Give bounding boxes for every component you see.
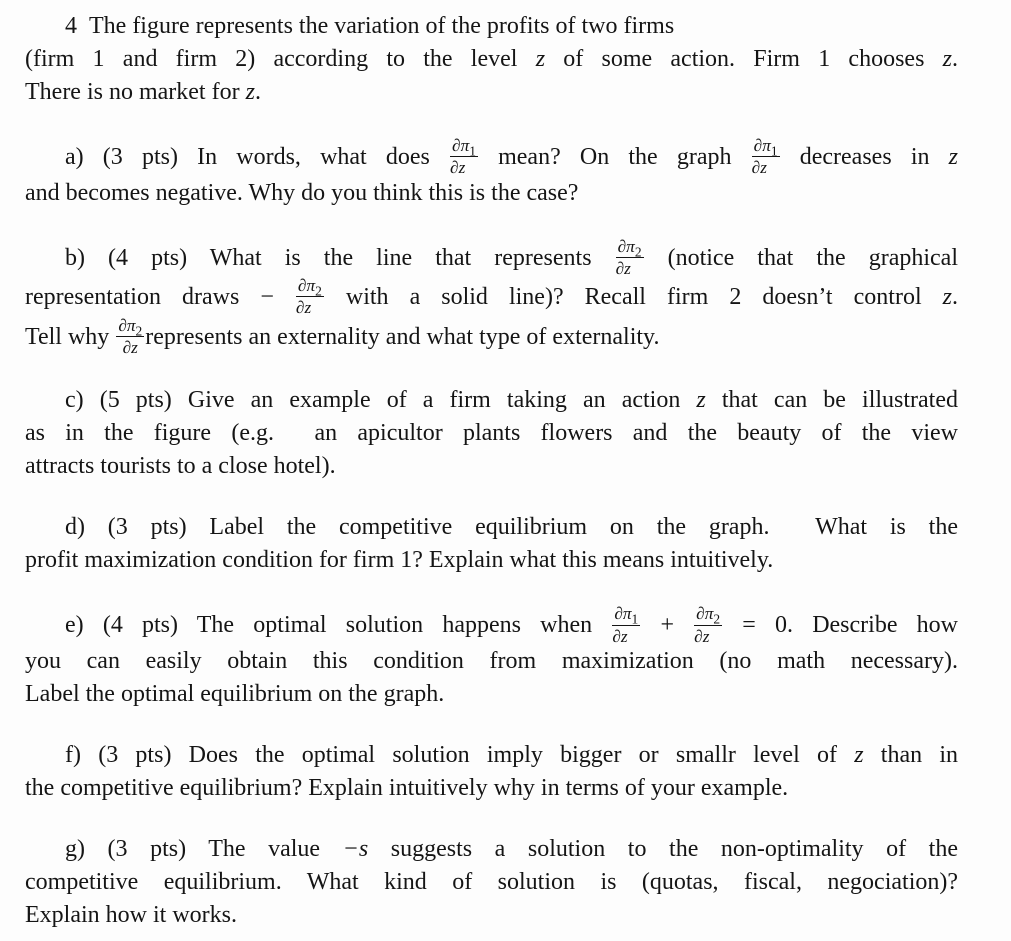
text-line: Explain how it works.	[25, 901, 237, 928]
text-line: (firm 1 and firm 2) according to the level z of some action. Firm 1 chooses z.	[25, 46, 959, 72]
text-line: b) (4 pts) What is the line that represents $\frac{\partial\pi_2}{\partial z}$ (notice that the graphical	[65, 236, 958, 278]
text-line: competitive equilibrium. What kind of solution is (quotas, fiscal, negociation)?	[25, 868, 958, 895]
text-line: Label the optimal equilibrium on the graph.	[25, 680, 445, 707]
text-line: There is no market for z.	[25, 79, 261, 105]
paragraph-part-b	[25, 238, 958, 357]
math-fraction: $\frac{\partial\pi_1}{\partial z}$	[450, 136, 476, 178]
paragraph-part-a	[25, 137, 958, 210]
math-variable: z	[942, 283, 952, 310]
math-variable: z	[535, 46, 546, 72]
paragraph-part-g	[25, 833, 958, 932]
text-line: e) (4 pts) The optimal solution happens when $\frac{\partial\pi_1}{\partial z}$ + $\frac{\partial\pi_2}{\partial z}$ = 0. Describe how	[65, 604, 959, 646]
paragraph-intro	[25, 10, 958, 109]
text-line: as in the figure (e.g. an apicultor plants flowers and the beauty of the view	[25, 420, 958, 447]
paragraph-part-f	[25, 739, 958, 805]
text-line: g) (3 pts) The value −s suggests a solution to the non-optimality of the	[65, 835, 958, 862]
text-line: representation draws − $\frac{\partial\pi_2}{\partial z}$ with a solid line)? Recall firm 2 doesn’t control z.	[25, 276, 958, 318]
text-line: c) (5 pts) Give an example of a firm taking an action z that can be illustrated	[65, 387, 958, 414]
text-line: d) (3 pts) Label the competitive equilibrium on the graph. What is the	[65, 514, 958, 541]
paragraph-part-d	[25, 511, 958, 577]
math-variable: −s	[342, 835, 369, 862]
math-fraction: $\frac{\partial\pi_2}{\partial z}$	[615, 236, 642, 278]
text-line: the competitive equilibrium? Explain intuitively why in terms of your example.	[25, 774, 789, 801]
math-variable: z	[696, 387, 706, 414]
math-fraction: $\frac{\partial\pi_1}{\partial z}$	[751, 136, 778, 178]
text-line: and becomes negative. Why do you think this is the case?	[25, 179, 579, 206]
text-line: attracts tourists to a close hotel).	[25, 453, 336, 480]
text-line: a) (3 pts) In words, what does $\frac{\partial\pi_1}{\partial z}$ mean? On the graph $\frac{\partial\pi_1}{\partial z}$ decreases in z	[65, 136, 958, 178]
math-fraction: $\frac{\partial\pi_1}{\partial z}$	[612, 604, 639, 646]
math-variable: z	[854, 741, 864, 768]
text-line: Tell why $\frac{\partial\pi_2}{\partial z}$ represents an externality and what type of externality.	[25, 315, 660, 357]
math-fraction: $\frac{\partial\pi_2}{\partial z}$	[694, 604, 721, 646]
math-variable: z	[948, 143, 958, 170]
math-fraction: $\frac{\partial\pi_2}{\partial z}$	[295, 276, 322, 318]
text-line: profit maximization condition for firm 1? Explain what this means intuitively.	[25, 547, 774, 574]
text-line: 4 The figure represents the variation of the profits of two firms	[65, 13, 675, 39]
math-variable: z	[942, 46, 953, 72]
paragraph-part-e	[25, 605, 958, 711]
text-line: f) (3 pts) Does the optimal solution imply bigger or smallr level of z than in	[65, 741, 958, 768]
math-fraction: $\frac{\partial\pi_2}{\partial z}$	[118, 315, 143, 357]
text-line: you can easily obtain this condition from maximization (no math necessary).	[25, 647, 958, 674]
math-variable: z	[245, 79, 255, 105]
paragraph-part-c	[25, 384, 958, 483]
